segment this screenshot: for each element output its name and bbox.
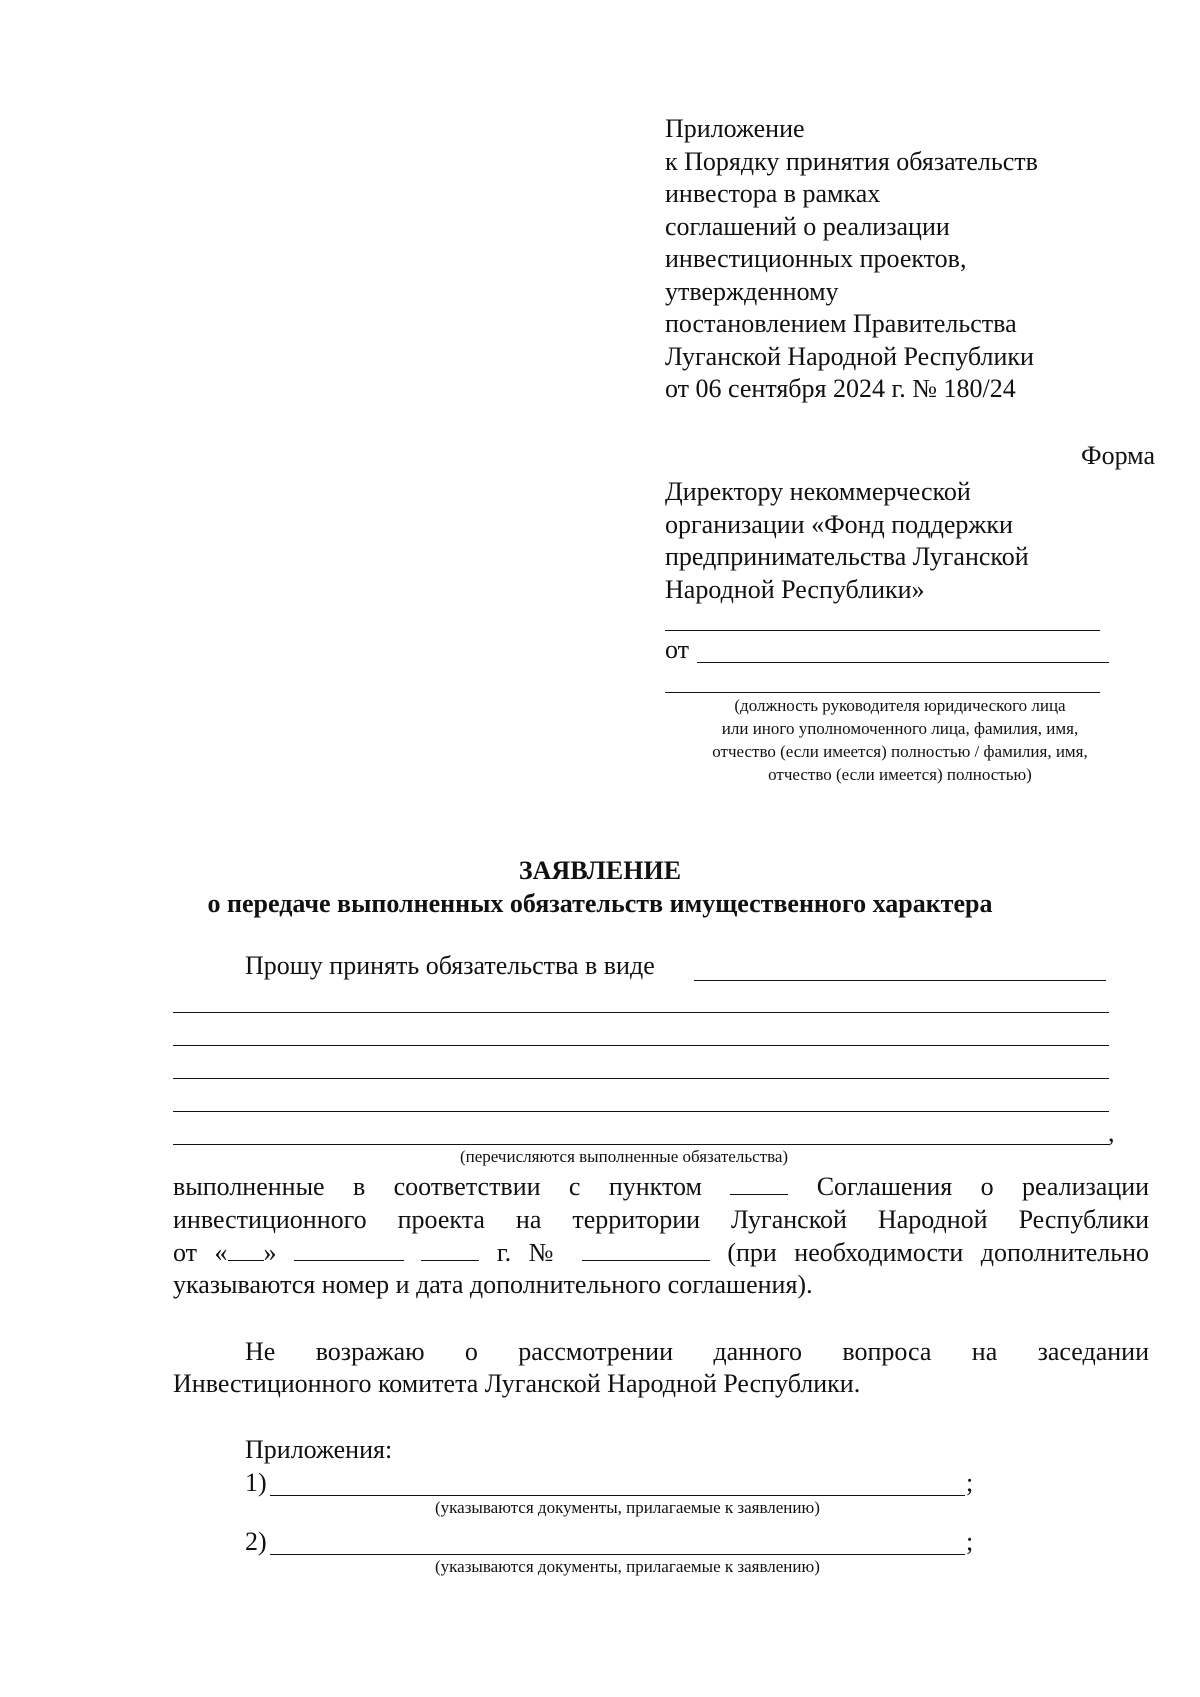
document-subtitle: о передаче выполненных обязательств имущественного характера <box>207 889 993 918</box>
text-run: от « <box>173 1238 228 1267</box>
addressee-blank-line-1[interactable] <box>665 630 1100 631</box>
caption-line: отчество (если имеется) полностью / фамилия, имя, <box>712 742 1088 761</box>
addressee-line: Директору некоммерческой <box>665 477 971 506</box>
paragraph1-line3 <box>173 1236 1149 1269</box>
text-run: реализации <box>1022 1172 1150 1201</box>
text-run: (при необходимости дополнительно <box>727 1238 1150 1267</box>
text-run: в <box>352 1172 366 1201</box>
addressee-blank-line-2[interactable] <box>665 692 1100 693</box>
attachment-number: 2) <box>245 1527 267 1556</box>
attachment-caption: (указываются документы, прилагаемые к заявлению) <box>435 1557 820 1576</box>
day-blank[interactable] <box>228 1238 264 1261</box>
appendix-line: Луганской Народной Республики <box>665 341 1034 371</box>
text-run: пунктом <box>608 1172 702 1201</box>
text-run: соответствии <box>393 1172 541 1201</box>
text-run: с <box>568 1172 581 1201</box>
paragraph2-line2: Инвестиционного комитета Луганской Народной Республики. <box>173 1369 861 1398</box>
attachment-end: ; <box>966 1527 974 1556</box>
text-run: г. № <box>496 1238 565 1267</box>
appendix-line: от 06 сентября 2024 г. № 180/24 <box>665 374 1016 403</box>
appendix-line: инвестора в рамках <box>665 179 881 208</box>
caption-line: отчество (если имеется) полностью) <box>768 765 1032 784</box>
addressee-line: предпринимательства Луганской <box>665 542 1029 571</box>
text-run: о <box>980 1172 994 1201</box>
paragraph1-line1 <box>173 1170 1149 1203</box>
request-blank-line-2[interactable] <box>173 1045 1109 1046</box>
attachment-number: 1) <box>245 1468 267 1497</box>
text-run: » <box>263 1238 277 1267</box>
attachments-heading: Приложения: <box>245 1435 393 1464</box>
text-run: выполненные <box>173 1172 325 1201</box>
request-blank-line-0[interactable] <box>694 980 1106 981</box>
year-blank[interactable] <box>421 1238 479 1261</box>
addressee-caption <box>660 694 1140 786</box>
agreement-number-blank[interactable] <box>582 1238 710 1261</box>
caption-line: (должность руководителя юридического лица <box>734 696 1066 715</box>
paragraph1-line2: инвестиционного проекта на территории Луганской Народной Республики <box>173 1205 1149 1234</box>
request-blank-line-4[interactable] <box>173 1111 1109 1112</box>
appendix-line: инвестиционных проектов, <box>665 244 967 273</box>
paragraph1-line4: указываются номер и дата дополнительного соглашения). <box>173 1270 813 1299</box>
addressee-line: организации «Фонд поддержки <box>665 509 1013 539</box>
appendix-line: к Порядку принятия обязательств <box>665 146 1038 176</box>
paragraph2-line1: Не возражаю о рассмотрении данного вопроса на заседании <box>245 1337 1149 1366</box>
appendix-line: постановлением Правительства <box>665 309 1017 338</box>
caption-line: или иного уполномоченного лица, фамилия, имя, <box>721 719 1079 738</box>
form-label: Форма <box>1081 441 1155 470</box>
request-intro: Прошу принять обязательства в виде <box>245 951 655 980</box>
month-blank[interactable] <box>294 1238 404 1261</box>
clause-number-blank[interactable] <box>730 1172 788 1195</box>
request-blank-line-3[interactable] <box>173 1078 1109 1079</box>
appendix-line: соглашений о реализации <box>665 211 950 241</box>
appendix-line: утвержденному <box>665 276 839 306</box>
appendix-block <box>665 113 1038 406</box>
text-run: Соглашения <box>816 1172 953 1201</box>
request-blank-line-1[interactable] <box>173 1012 1109 1013</box>
from-blank-line[interactable] <box>697 662 1109 663</box>
document-title: ЗАЯВЛЕНИЕ <box>518 856 682 885</box>
request-caption: (перечисляются выполненные обязательства) <box>460 1147 789 1166</box>
addressee-block <box>665 476 1029 606</box>
addressee-line: Народной Республики» <box>665 574 925 604</box>
appendix-line: Приложение <box>665 114 805 143</box>
request-comma: , <box>1108 1118 1115 1147</box>
attachment-caption: (указываются документы, прилагаемые к заявлению) <box>435 1498 820 1517</box>
attachment-end: ; <box>966 1468 974 1497</box>
from-label: от <box>665 635 690 664</box>
